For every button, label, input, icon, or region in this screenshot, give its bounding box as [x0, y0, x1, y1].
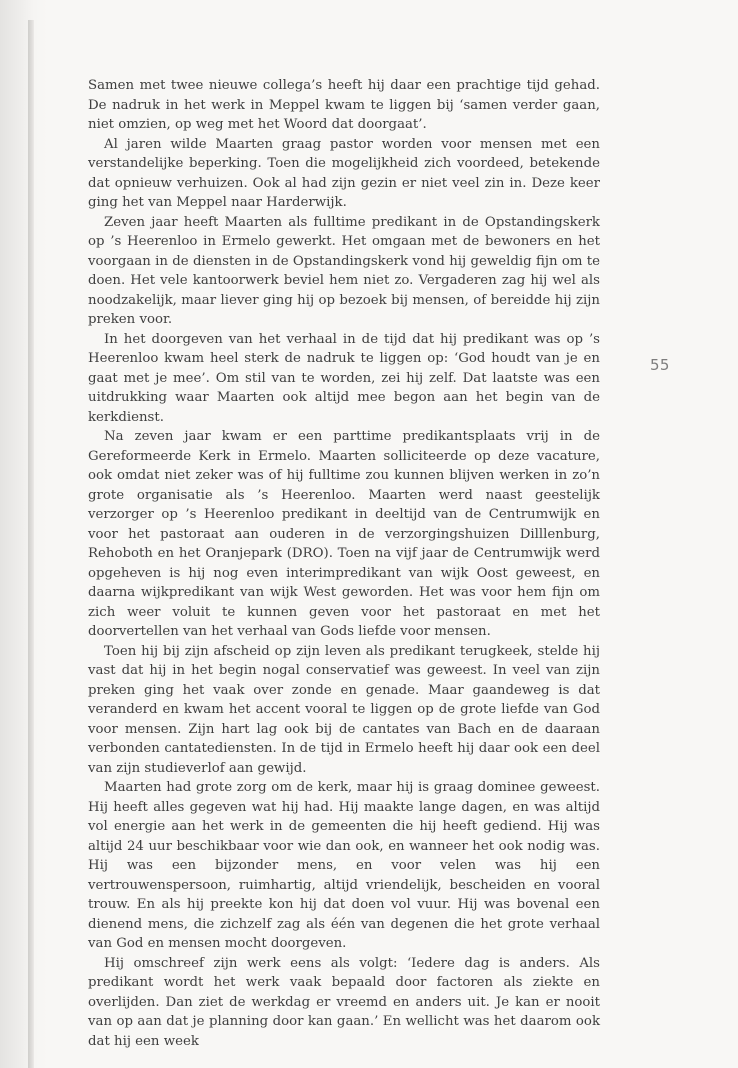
page-number: 55: [650, 356, 670, 374]
binding-edge: [28, 20, 34, 1068]
paragraph: Maarten had grote zorg om de kerk, maar hij is graag dominee geweest. Hij heeft alles gegeven wat hij had. Hij maakte lange dagen, en was altijd vol energie aan het werk in de gemeenten die hij heeft gediend. Hij was altijd 24 uur beschikbaar voor wie dan ook, en wanneer het ook nodig was. Hij was een bijzonder mens, en voor velen was hij een vertrouwenspersoon, ruimhartig, altijd vriendelijk, bescheiden en vooral trouw. En als hij preekte kon hij dat doen vol vuur. Hij was bovenal een dienend mens, die zichzelf zag als één van degenen die het grote verhaal van God en mensen mocht doorgeven.: [88, 780, 600, 951]
gutter-shadow: [0, 0, 48, 1068]
body-text: [88, 76, 600, 1051]
paragraph: Samen met twee nieuwe collega’s heeft hij daar een prachtige tijd gehad. De nadruk in het werk in Meppel kwam te liggen bij ‘samen verder gaan, niet omzien, op weg met het Woord dat doorgaat’.: [88, 78, 600, 132]
paragraph: Hij omschreef zijn werk eens als volgt: ‘Iedere dag is anders. Als predikant wordt het werk vaak bepaald door factoren als ziekte en overlijden. Dan ziet de werkdag er vreemd en anders uit. Je kan er nooit van op aan dat je planning door kan gaan.’ En wellicht was het daarom ook dat hij een week: [88, 955, 600, 1049]
paragraph: Al jaren wilde Maarten graag pastor worden voor mensen met een verstandelijke beperking. Toen die mogelijkheid zich voordeed, betekende dat opnieuw verhuizen. Ook al had zijn gezin er niet veel zin in. Deze keer ging het van Meppel naar Harderwijk.: [88, 136, 600, 210]
paragraph: Zeven jaar heeft Maarten als fulltime predikant in de Opstandingskerk op ’s Heerenloo in Ermelo gewerkt. Het omgaan met de bewoners en het voorgaan in de diensten in de Opstandingskerk vond hij geweldig fijn om te doen. Het vele kantoorwerk beviel hem niet zo. Vergaderen zag hij wel als noodzakelijk, maar liever ging hij op bezoek bij mensen, of bereidde hij zijn preken voor.: [88, 214, 600, 327]
paragraph: In het doorgeven van het verhaal in de tijd dat hij predikant was op ’s Heerenloo kwam heel sterk de nadruk te liggen op: ‘God houdt van je en gaat met je mee’. Om stil van te worden, zei hij zelf. Dat laatste was een uitdrukking waar Maarten ook altijd mee begon aan het begin van de kerkdienst.: [88, 331, 600, 425]
paragraph: Toen hij bij zijn afscheid op zijn leven als predikant terugkeek, stelde hij vast dat hij in het begin nogal conservatief was geweest. In veel van zijn preken ging het vaak over zonde en genade. Maar gaandeweg is dat veranderd en kwam het accent vooral te liggen op de grote liefde van God voor mensen. Zijn hart lag ook bij de cantates van Bach en de daaraan verbonden cantatediensten. In de tijd in Ermelo heeft hij daar ook een deel van zijn studieverlof aan gewijd.: [88, 643, 600, 776]
paragraph: Na zeven jaar kwam er een parttime predikantsplaats vrij in de Gereformeerde Kerk in Ermelo. Maarten solliciteerde op deze vacature, ook omdat niet zeker was of hij fulltime zou kunnen blijven werken in zo’n grote organisatie als ’s Heerenloo. Maarten werd naast geestelijk verzorger op ’s Heerenloo predikant in deeltijd van de Centrumwijk en voor het pastoraat aan ouderen in de verzorgingshuizen Dilllenburg, Rehoboth en het Oranjepark (DRO). Toen na vijf jaar de Centrumwijk werd opgeheven is hij nog even interimpredikant van wijk Oost geweest, en daarna wijkpredikant van wijk West geworden. Het was voor hem fijn om zich weer voluit te kunnen geven voor het pastoraat en met het doorvertellen van het verhaal van Gods liefde voor mensen.: [88, 429, 600, 639]
